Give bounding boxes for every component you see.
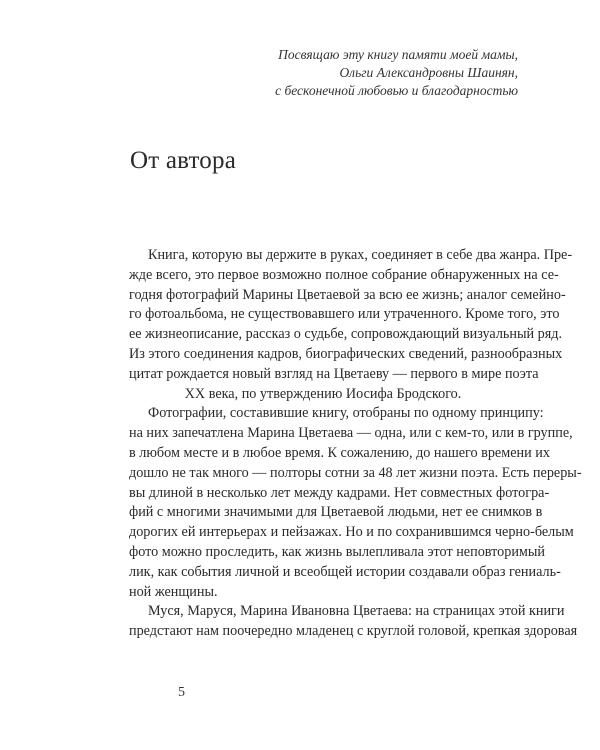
text-line: Фотографии, составившие книгу, отобраны по одному принципу:	[148, 405, 544, 422]
text-line: в любом месте и в любое время. К сожалению, до нашего времени их	[129, 444, 550, 461]
text-line: лик, как события личной и всеобщей истории создавали образ гениаль-	[129, 563, 561, 580]
text-line: ее жизнеописание, рассказ о судьбе, сопровождающий визуальный ряд.	[129, 326, 563, 343]
dedication-line: Ольги Александровны Шаинян,	[339, 65, 518, 80]
text-line: XX века, по утверждению Иосифа Бродского.	[184, 385, 462, 402]
text-line: ной женщины.	[129, 583, 218, 600]
text-line: жде всего, это первое возможно полное собрание обнаруженных на се-	[129, 266, 559, 283]
body-text	[129, 246, 582, 642]
text-line: го фотоальбома, не существовавшего или утраченного. Кроме того, это	[129, 306, 560, 323]
dedication	[275, 46, 518, 100]
dedication-line: с бесконечной любовью и благодарностью	[275, 83, 518, 98]
text-line: Муся, Маруся, Марина Ивановна Цветаева: на страницах этой книги	[148, 603, 565, 620]
text-line: Из этого соединения кадров, биографических сведений, разнообразных	[129, 345, 563, 362]
text-line: дошло не так много — полторы сотни за 48 лет жизни поэта. Есть переры-	[129, 464, 582, 481]
text-line: предстают нам поочередно младенец с круглой головой, крепкая здоровая	[129, 623, 578, 640]
chapter-title: От автора	[130, 147, 236, 174]
text-line: фото можно проследить, как жизнь вылепливала этот неповторимый	[129, 543, 546, 560]
text-line: на них запечатлена Марина Цветаева — одна, или с кем-то, или в группе,	[129, 425, 573, 442]
text-line: фий с многими значимыми для Цветаевой людьми, нет ее снимков в	[129, 504, 543, 521]
page-number: 5	[178, 685, 185, 700]
text-line: цитат рождается новый взгляд на Цветаеву — первого в мире поэта	[129, 365, 539, 382]
dedication-line: Посвящаю эту книгу памяти моей мамы,	[278, 47, 518, 62]
text-line: Книга, которую вы держите в руках, соединяет в себе два жанра. Пре-	[148, 247, 573, 263]
text-line: дорогих ей интерьерах и пейзажах. Но и по сохранившимся черно-белым	[129, 524, 574, 541]
text-line: годня фотографий Марины Цветаевой за всю ее жизнь; аналог семейно-	[129, 286, 566, 303]
text-line: вы длиной в несколько лет между кадрами. Нет совместных фотогра-	[129, 484, 550, 501]
